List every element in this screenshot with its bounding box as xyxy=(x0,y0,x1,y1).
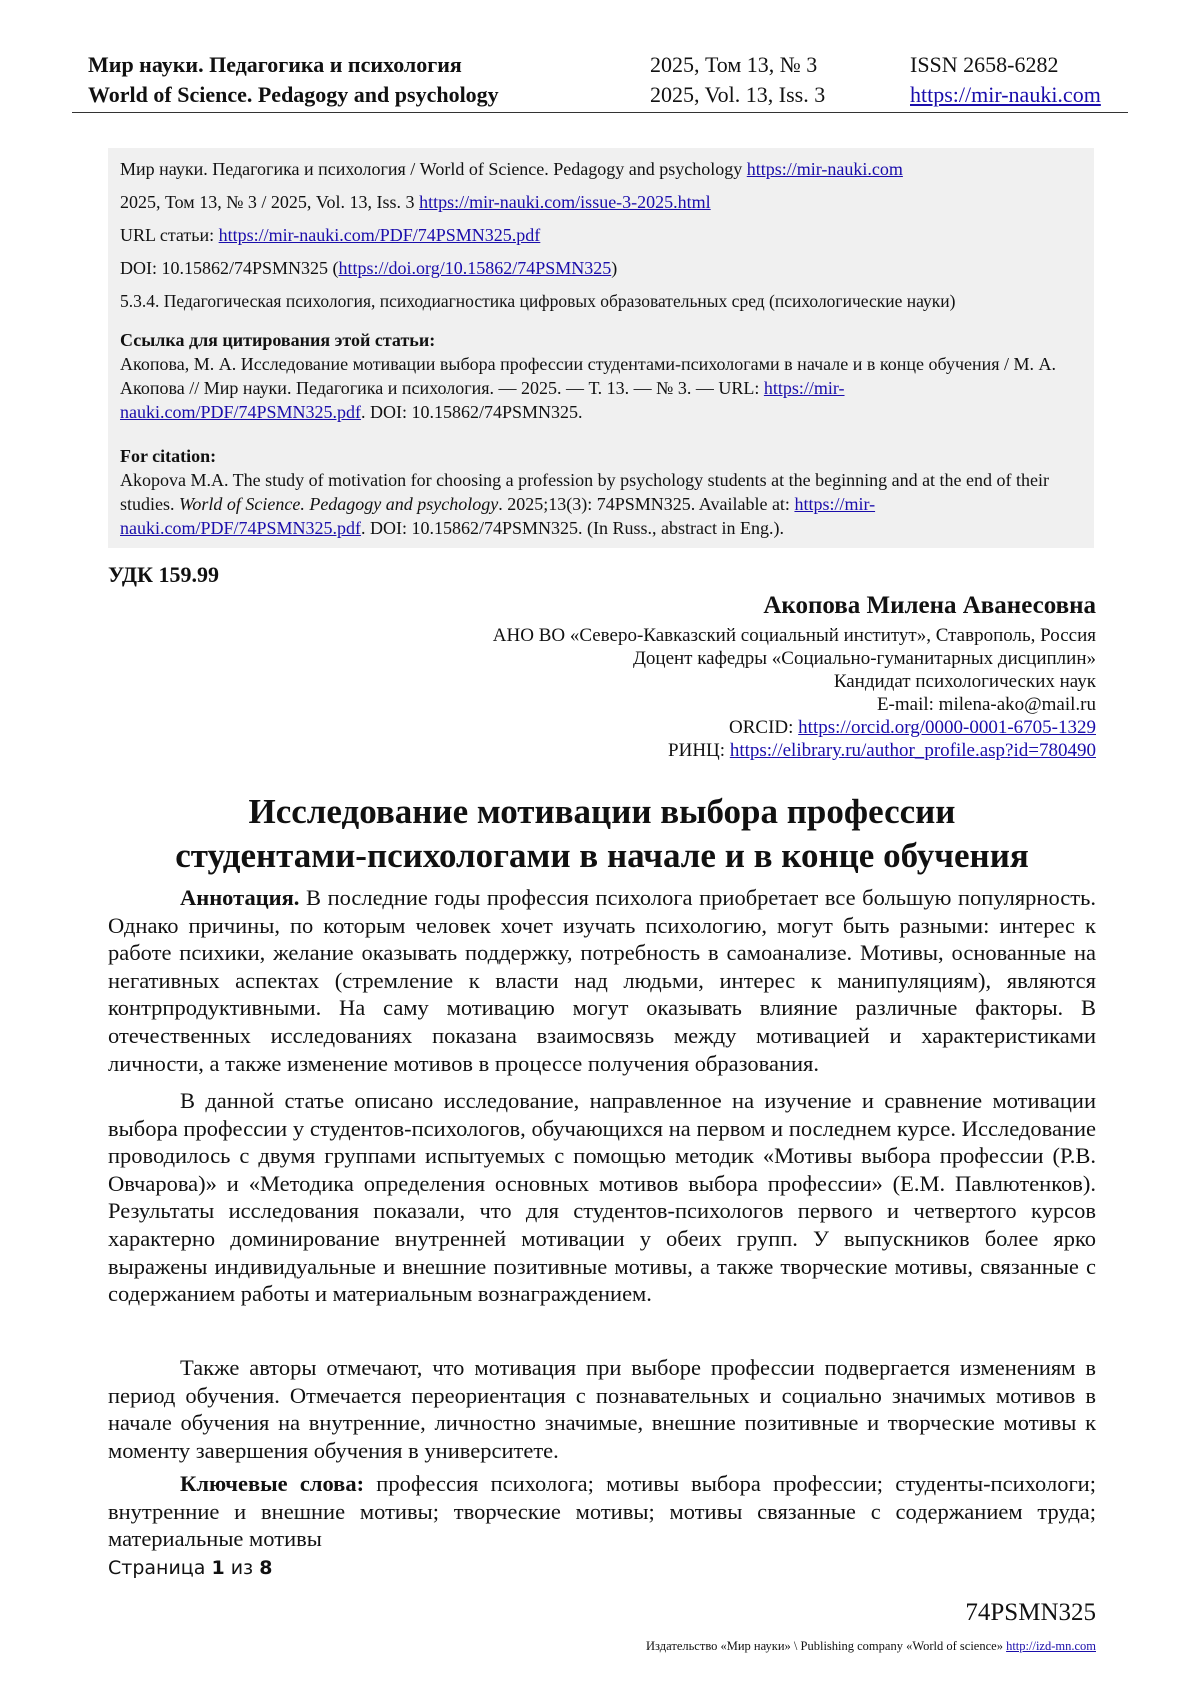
cite-journal-text: Мир науки. Педагогика и психология / World of Science. Pedagogy and psychology xyxy=(120,159,747,179)
author-email: E-mail: milena-ako@mail.ru xyxy=(876,694,1096,715)
cite-doi-close: ) xyxy=(611,258,618,278)
header-issn-block xyxy=(910,50,1101,110)
cite-url-link[interactable]: https://mir-nauki.com/PDF/74PSMN325.pdf xyxy=(218,225,541,245)
header-journal-en: World of Science. Pedagogy and psychology xyxy=(88,82,499,107)
cite-ru-link[interactable]: https://mir-nauki.com/PDF/74PSMN325.pdf xyxy=(120,378,845,422)
cite-ru-heading: Ссылка для цитирования этой статьи: xyxy=(120,330,436,350)
author-name: Акопова Милена Аванесовна xyxy=(763,592,1096,619)
cite-issue-link[interactable]: https://mir-nauki.com/issue-3-2025.html xyxy=(419,192,711,212)
title-line-1: Исследование мотивации выбора профессии xyxy=(248,792,956,831)
title-line-2: студентами-психологами в начале и в конце обучения xyxy=(175,836,1029,875)
cite-en-journal: World of Science. Pedagogy and psychology xyxy=(179,494,499,514)
page-total: 8 xyxy=(259,1557,273,1579)
cite-en-block xyxy=(120,444,1080,540)
citation-box xyxy=(108,148,1094,548)
author-orcid xyxy=(493,716,1096,739)
orcid-link[interactable]: https://orcid.org/0000-0001-6705-1329 xyxy=(798,717,1096,738)
keywords-text: профессия психолога; мотивы выбора профессии; студенты-психологи; внутренние и внешние мотивы; творческие мотивы; мотивы связанные с содержанием труда; материальные мотивы xyxy=(108,1471,1096,1552)
page-mid: из xyxy=(224,1557,260,1579)
header-journal-ru: Мир науки. Педагогика и психология xyxy=(88,52,462,77)
cite-journal-line xyxy=(120,157,1082,181)
header-issn: ISSN 2658-6282 xyxy=(910,52,1059,77)
author-affiliation: АНО ВО «Северо-Кавказский социальный институт», Ставрополь, Россия xyxy=(492,625,1096,646)
abstract-p1-text: В последние годы профессия психолога приобретает все большую популярность. Однако причины, по которым человек хочет изучать психологию, могут быть разными: интерес к работе психики, желание оказывать поддержку, потребность в самоанализе. Мотивы, основанные на негативных аспектах (стремление к власти над людьми, интерес к манипуляциям), являются контрпродуктивными. На саму мотивацию могут оказывать влияние различные факторы. В отечественных исследованиях показана взаимосвязь между мотивацией и характеристиками личности, а также изменение мотивов в процессе получения образования. xyxy=(108,885,1096,1076)
header-issue xyxy=(650,50,825,110)
abstract-paragraph-2: В данной статье описано исследование, направленное на изучение и сравнение мотивации выбора профессии у студентов-психологов, обучающихся на первом и последнем курсе. Исследование проводилось с двумя группами испытуемых с помощью методик «Мотивы выбора профессии (Р.В. Овчарова)» и «Методика определения основных мотивов выбора профессии» (Е.М. Павлютенков). Результаты исследования показали, что для студентов-психологов первого и четвертого курсов характерно доминирование внутренней мотивации у обеих групп. У выпускников более ярко выражены индивидуальные и внешние позитивные мотивы, а также творческие мотивы, связанные с содержанием работы и материальным вознаграждением. xyxy=(108,1088,1096,1307)
cite-doi-label: DOI: 10.15862/74PSMN325 ( xyxy=(120,258,339,278)
publisher-text: Издательство «Мир науки» \ Publishing company «World of science» xyxy=(646,1639,1007,1653)
cite-en-link[interactable]: https://mir-nauki.com/PDF/74PSMN325.pdf xyxy=(120,494,876,538)
article-code: 74PSMN325 xyxy=(965,1599,1096,1626)
cite-doi-link[interactable]: https://doi.org/10.15862/74PSMN325 xyxy=(338,258,612,278)
keywords-label: Ключевые слова: xyxy=(180,1471,365,1496)
page-current: 1 xyxy=(211,1557,225,1579)
publisher-line xyxy=(646,1639,1096,1654)
cite-ru-block xyxy=(120,328,1080,424)
cite-specialty: 5.3.4. Педагогическая психология, психодиагностика цифровых образовательных сред (психологические науки) xyxy=(120,291,956,311)
author-degree: Кандидат психологических наук xyxy=(833,671,1096,692)
publisher-link[interactable]: http://izd-mn.com xyxy=(1006,1639,1096,1653)
cite-ru-text: Акопова, М. А. Исследование мотивации выбора профессии студентами-психологами в начале и в конце обучения / М. А. Акопова // Мир науки. Педагогика и психология. — 2025. — Т. 13. — № 3. — URL: xyxy=(120,354,1057,398)
header-journal xyxy=(88,50,499,110)
abstract-paragraph-3: Также авторы отмечают, что мотивация при выборе профессии подвергается изменениям в период обучения. Отмечается переориентация с познавательных и социально значимых мотивов в начале обучения на внутренние, личностно значимые, внешние позитивные и творческие мотивы к моменту завершения обучения в университете. xyxy=(108,1355,1096,1463)
header-site-link[interactable]: https://mir-nauki.com xyxy=(910,82,1101,107)
page-prefix: Страница xyxy=(108,1557,212,1579)
abstract-paragraph-1 xyxy=(108,884,1096,1077)
cite-ru-body xyxy=(120,352,1080,424)
author-block xyxy=(493,590,1096,762)
keywords-paragraph xyxy=(108,1470,1096,1553)
page-number xyxy=(108,1557,272,1579)
header-issue-ru: 2025, Том 13, № 3 xyxy=(650,52,818,77)
rinc-label: РИНЦ: xyxy=(668,740,730,761)
cite-journal-link[interactable]: https://mir-nauki.com xyxy=(746,159,903,179)
cite-en-text: Akopova M.A. The study of motivation for choosing a profession by psychology students at the beginning and at the end of their studies. xyxy=(120,470,1050,514)
article-title xyxy=(108,790,1096,878)
cite-en-heading: For citation: xyxy=(120,446,217,466)
author-position: Доцент кафедры «Социально-гуманитарных дисциплин» xyxy=(632,648,1096,669)
cite-en-body xyxy=(120,468,1080,540)
cite-en-mid: . 2025;13(3): 74PSMN325. Available at: xyxy=(498,494,795,514)
cite-doi-line xyxy=(120,256,1082,280)
cite-url-label: URL статьи: xyxy=(120,225,219,245)
orcid-label: ORCID: xyxy=(729,717,799,738)
cite-issue-line xyxy=(120,190,1082,214)
cite-en-tail: . DOI: 10.15862/74PSMN325. (In Russ., abstract in Eng.). xyxy=(361,518,785,538)
header-issue-en: 2025, Vol. 13, Iss. 3 xyxy=(650,82,826,107)
cite-issue-text: 2025, Том 13, № 3 / 2025, Vol. 13, Iss. 3 xyxy=(120,192,420,212)
cite-url-line xyxy=(120,223,1082,247)
rinc-link[interactable]: https://elibrary.ru/author_profile.asp?id=780490 xyxy=(729,740,1096,761)
udk-code: УДК 159.99 xyxy=(108,562,220,587)
cite-ru-tail: . DOI: 10.15862/74PSMN325. xyxy=(361,402,583,422)
author-rinc xyxy=(493,739,1096,762)
abstract-label: Аннотация. xyxy=(180,885,300,910)
running-header xyxy=(72,50,1128,113)
